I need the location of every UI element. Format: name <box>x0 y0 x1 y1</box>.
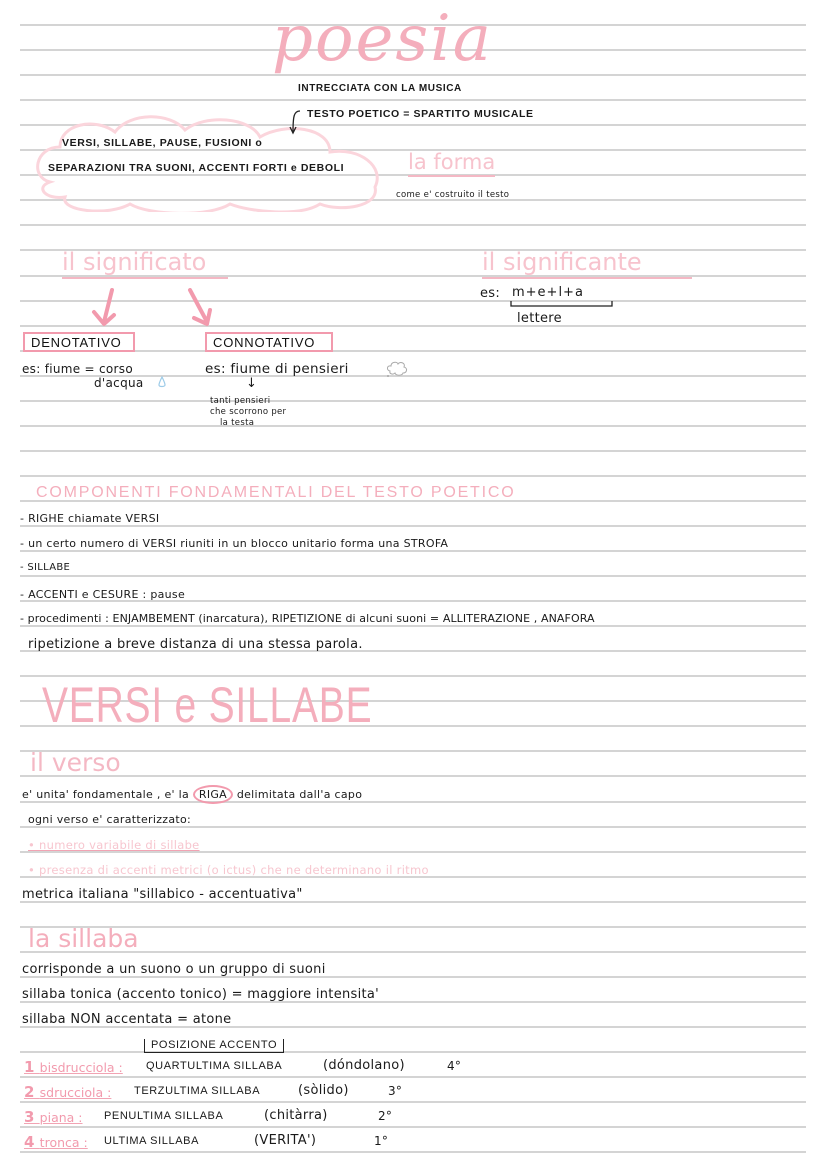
cloud-line-2: SEPARAZIONI TRA SUONI, ACCENTI FORTI e DEBOLI <box>48 162 345 174</box>
componenti-item: - un certo numero di VERSI riuniti in un blocco unitario forma una STROFA <box>20 537 449 550</box>
componenti-heading: COMPONENTI FONDAMENTALI DEL TESTO POETICO <box>36 484 516 501</box>
versi-sillabe-heading: VERSI e SILLABE <box>42 677 373 733</box>
ruled-line <box>20 350 806 352</box>
componenti-item: - SILLABE <box>20 562 71 573</box>
ruled-line <box>20 625 806 627</box>
ruled-line <box>20 400 806 402</box>
accent-example: (VERITA') <box>254 1133 317 1148</box>
circled-riga: RIGA <box>193 785 233 804</box>
accent-type-label <box>24 1083 111 1101</box>
connotativo-example: es: fiume di pensieri <box>205 361 349 377</box>
intro-analogy: TESTO POETICO = SPARTITO MUSICALE <box>307 108 534 120</box>
ruled-line <box>20 450 806 452</box>
brace-icon <box>510 300 614 308</box>
accent-example: (chitàrra) <box>264 1108 328 1123</box>
sillaba-line-1: corrisponde a un suono o un gruppo di suoni <box>22 962 326 977</box>
ruled-line <box>20 750 806 752</box>
denotativo-example-1: es: fiume = corso <box>22 362 133 376</box>
accent-type-name: bisdrucciola : <box>39 1060 123 1075</box>
accent-position-header: POSIZIONE ACCENTO <box>144 1039 284 1053</box>
ruled-line <box>20 525 806 527</box>
componenti-item: - ACCENTI e CESURE : pause <box>20 588 186 601</box>
connotativo-arrow-icon: ↓ <box>246 376 258 391</box>
verso-bullet-2: • presenza di accenti metrici (o ictus) che ne determinano il ritmo <box>28 863 429 877</box>
ruled-line <box>20 826 806 828</box>
ruled-line <box>20 1126 806 1128</box>
explanation-line-2: che scorrono per <box>210 407 287 417</box>
accent-type-number: 3 <box>24 1108 40 1126</box>
branch-arrows-icon <box>90 288 230 328</box>
denotativo-box: DENOTATIVO <box>23 332 135 352</box>
accent-type-label <box>24 1108 83 1126</box>
sillaba-line-2: sillaba tonica (accento tonico) = maggiore intensita' <box>22 987 380 1002</box>
curved-arrow-icon <box>288 108 304 136</box>
connotativo-box: CONNOTATIVO <box>205 332 333 352</box>
significante-heading: il significante <box>482 248 692 279</box>
accent-type-label <box>24 1058 123 1076</box>
ruled-line <box>20 1076 806 1078</box>
accent-position: TERZULTIMA SILLABA <box>134 1085 261 1097</box>
significante-brace-label: lettere <box>517 311 562 326</box>
sillaba-heading: la sillaba <box>28 924 139 953</box>
water-drop-icon <box>158 376 166 388</box>
accent-position: PENULTIMA SILLABA <box>104 1110 224 1122</box>
accent-type-number: 2 <box>24 1083 40 1101</box>
ruled-line <box>20 224 806 226</box>
accent-type-name: piana : <box>39 1110 83 1125</box>
componenti-item: - RIGHE chiamate VERSI <box>20 512 160 525</box>
ruled-line <box>20 550 806 552</box>
ruled-line <box>20 801 806 803</box>
verso-heading: il verso <box>30 748 121 777</box>
explanation-line-3: la testa <box>220 418 255 428</box>
accent-ordinal: 4° <box>447 1059 462 1073</box>
ruled-line <box>20 1051 806 1053</box>
significato-heading: il significato <box>62 248 228 279</box>
cloud-line-1: VERSI, SILLABE, PAUSE, FUSIONI o <box>62 137 263 149</box>
explanation-line-1: tanti pensieri <box>210 396 271 406</box>
ruled-line <box>20 1101 806 1103</box>
page-title: poesia <box>272 2 493 76</box>
componenti-item: ripetizione a breve distanza di una stessa parola. <box>28 637 363 652</box>
verso-line-3: metrica italiana "sillabico - accentuativa" <box>22 887 303 902</box>
accent-example: (dóndolano) <box>323 1058 405 1073</box>
accent-position: QUARTULTIMA SILLABA <box>146 1060 283 1072</box>
accent-position: ULTIMA SILLABA <box>104 1135 200 1147</box>
connotativo-explanation <box>210 396 286 429</box>
verso-bullet-1: • numero variabile di sillabe <box>28 838 200 852</box>
accent-ordinal: 2° <box>378 1109 393 1123</box>
denotativo-example-2: d'acqua <box>94 376 144 390</box>
componenti-item: - procedimenti : ENJAMBEMENT (inarcatura), RIPETIZIONE di alcuni suoni = ALLITERAZIONE , ANAFORA <box>20 612 595 625</box>
ruled-line <box>20 99 806 101</box>
accent-type-label <box>24 1133 88 1151</box>
ruled-line <box>20 775 806 777</box>
ruled-line <box>20 425 806 427</box>
significante-letters: m+e+l+a <box>512 285 584 300</box>
thought-cloud-icon <box>384 359 410 379</box>
verso-line-1 <box>22 788 362 801</box>
accent-ordinal: 1° <box>374 1134 389 1148</box>
significante-example-prefix: es: <box>480 286 501 301</box>
accent-ordinal: 3° <box>388 1084 403 1098</box>
accent-type-number: 4 <box>24 1133 40 1151</box>
accent-example: (sòlido) <box>298 1083 349 1098</box>
ruled-line <box>20 575 806 577</box>
sillaba-line-3: sillaba NON accentata = atone <box>22 1012 232 1027</box>
accent-type-number: 1 <box>24 1058 40 1076</box>
verso-line-1-before: e' unita' fondamentale , e' la <box>22 788 190 801</box>
accent-type-name: sdrucciola : <box>39 1085 112 1100</box>
forma-heading: la forma <box>408 150 495 177</box>
verso-line-2: ogni verso e' caratterizzato: <box>28 813 192 826</box>
forma-note: come e' costruito il testo <box>396 190 510 200</box>
intro-subtitle: INTRECCIATA CON LA MUSICA <box>298 83 462 94</box>
verso-line-1-after: delimitata dall'a capo <box>236 788 363 801</box>
accent-type-name: tronca : <box>39 1135 88 1150</box>
ruled-line <box>20 475 806 477</box>
ruled-line <box>20 1151 806 1153</box>
